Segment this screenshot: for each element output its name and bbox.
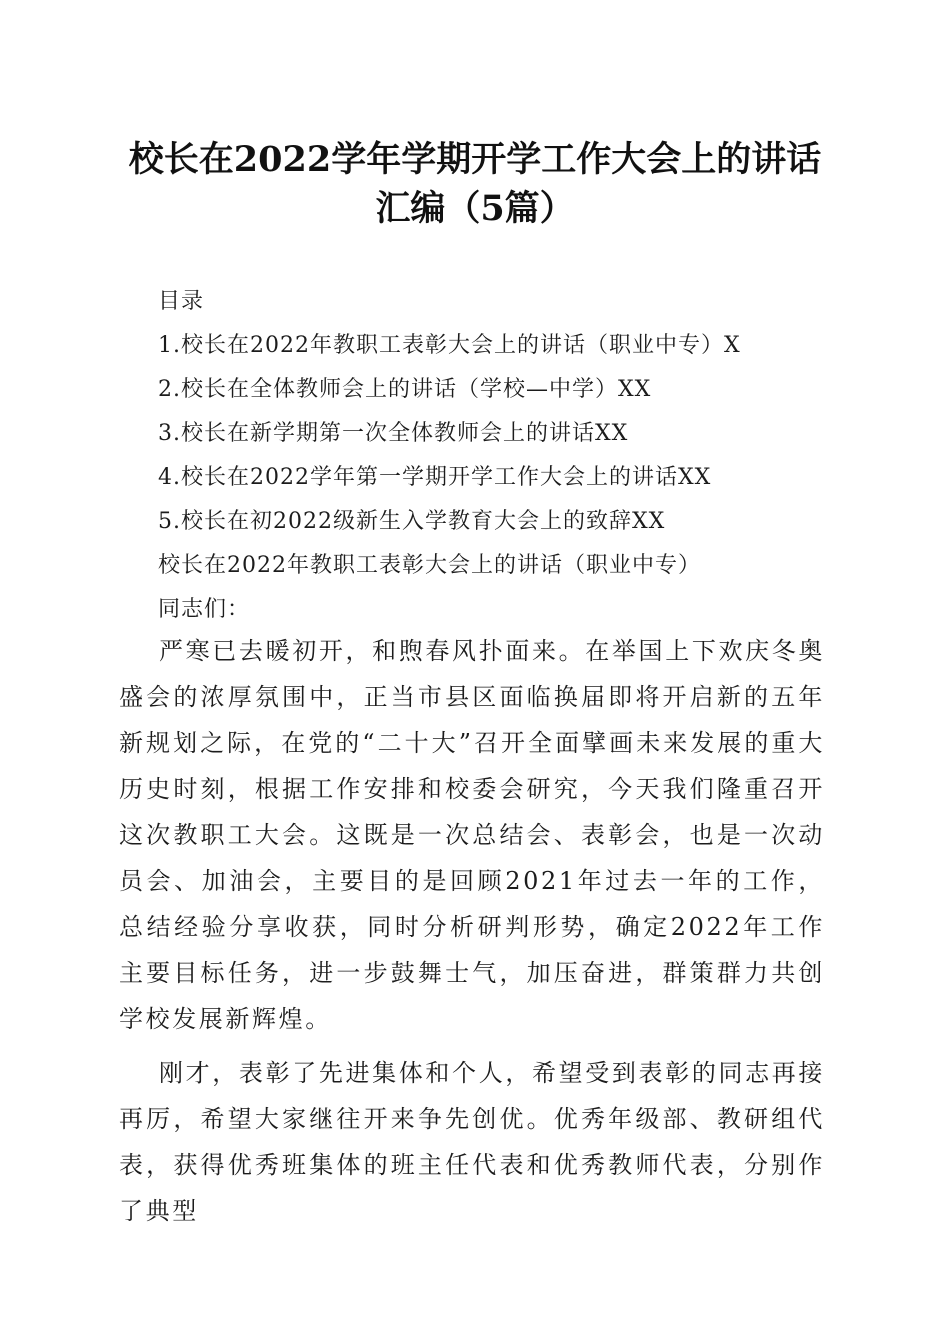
table-of-contents	[158, 280, 838, 632]
section-title: 校长在2022年教职工表彰大会上的讲话（职业中专）	[158, 553, 701, 578]
toc-heading: 目录	[158, 289, 205, 314]
speech-body	[119, 628, 825, 1242]
toc-item: 3.校长在新学期第一次全体教师会上的讲话XX	[158, 421, 629, 446]
body-paragraph: 严寒已去暖初开，和煦春风扑面来。在举国上下欢庆冬奥盛会的浓厚氛围中，正当市县区面临换届即将开启新的五年新规划之际，在党的“二十大”召开全面擘画未来发展的重大历史时刻，根据工作安排和校委会研究，今天我们隆重召开这次教职工大会。这既是一次总结会、表彰会，也是一次动员会、加油会，主要目的是回顾2021年过去一年的工作，总结经验分享收获，同时分析研判形势，确定2022年工作主要目标任务，进一步鼓舞士气，加压奋进，群策群力共创学校发展新辉煌。	[119, 637, 825, 1033]
salutation: 同志们：	[158, 597, 251, 622]
toc-item: 4.校长在2022学年第一学期开学工作大会上的讲话XX	[158, 465, 712, 490]
toc-item: 2.校长在全体教师会上的讲话（学校—中学）XX	[158, 377, 652, 402]
toc-item: 1.校长在2022年教职工表彰大会上的讲话（职业中专）X	[158, 333, 741, 358]
document-title-line-2: 汇编（5篇）	[375, 188, 575, 229]
body-paragraph: 刚才，表彰了先进集体和个人，希望受到表彰的同志再接再厉，希望大家继往开来争先创优。优秀年级部、教研组代表，获得优秀班集体的班主任代表和优秀教师代表，分别作了典型	[119, 1059, 825, 1225]
toc-item: 5.校长在初2022级新生入学教育大会上的致辞XX	[158, 509, 666, 534]
document-title-line-1: 校长在2022学年学期开学工作大会上的讲话	[128, 139, 822, 180]
